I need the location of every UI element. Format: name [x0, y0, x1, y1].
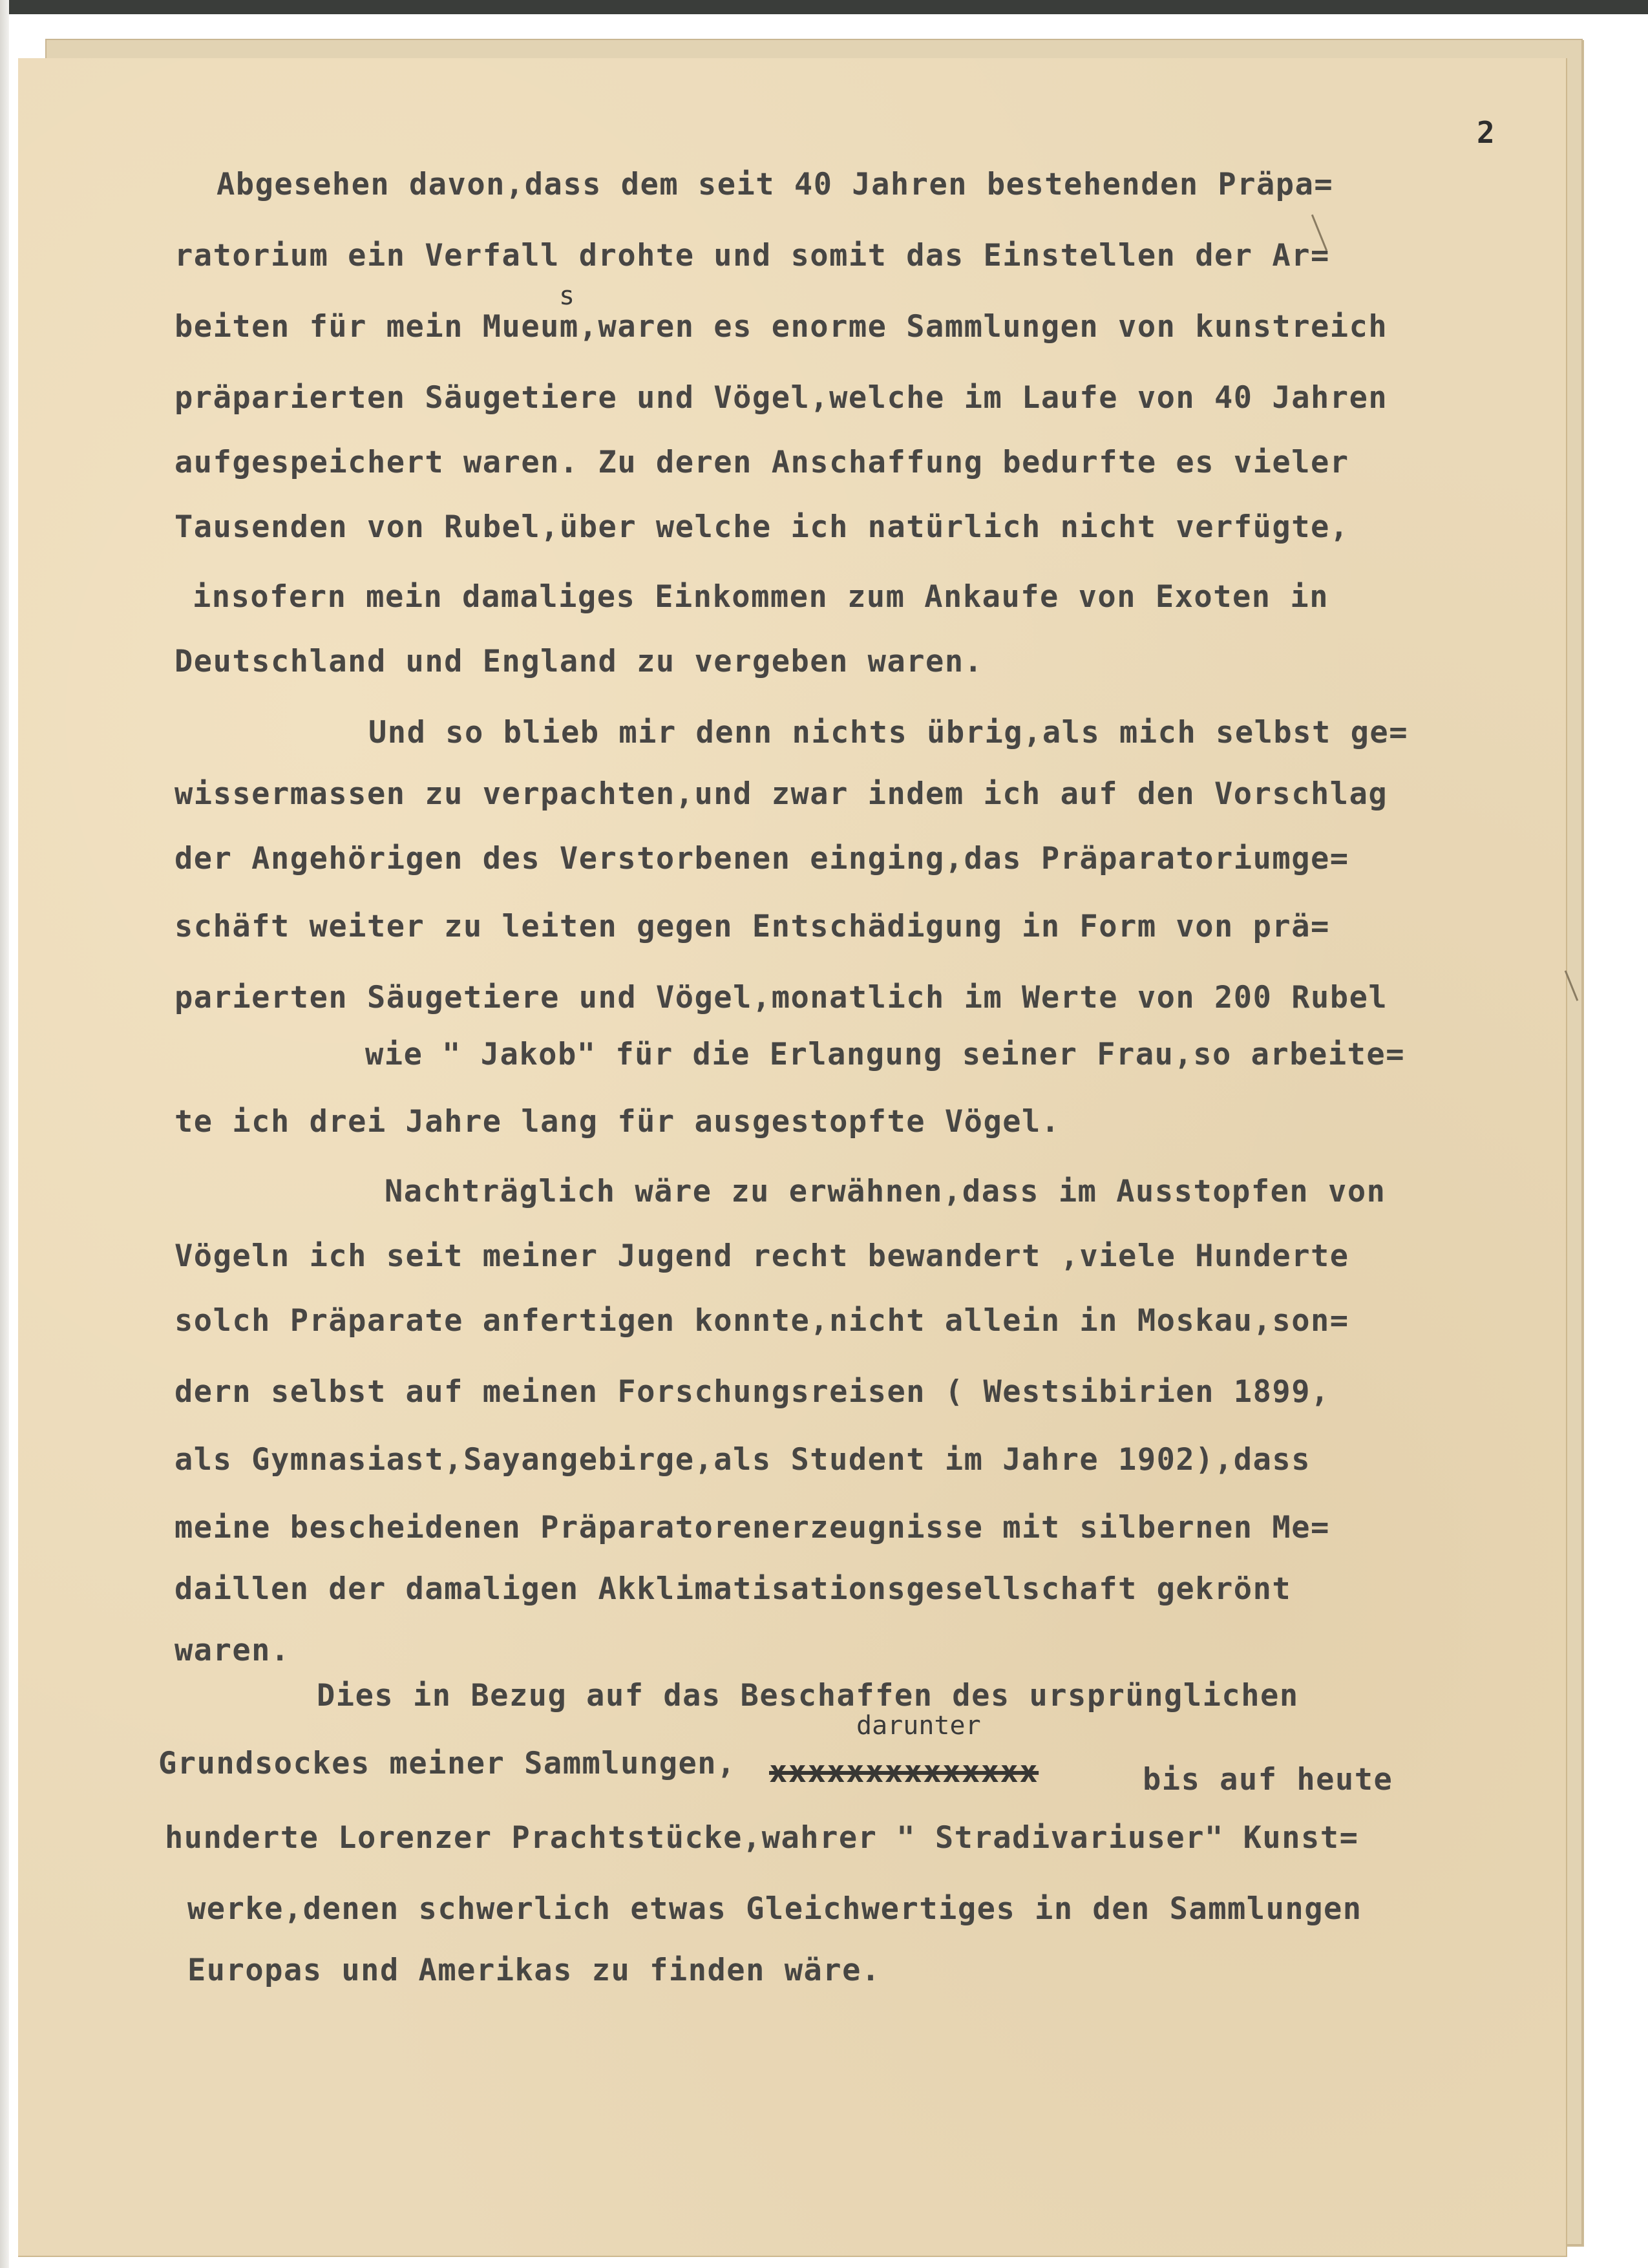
page-number: 2: [1477, 115, 1495, 150]
text-line: Und so blieb mir denn nichts übrig,als mich selbst ge=: [368, 715, 1409, 750]
text-line: parierten Säugetiere und Vögel,monatlich im Werte von 200 Rubel: [174, 980, 1388, 1015]
text-line: Abgesehen davon,dass dem seit 40 Jahren bestehenden Präpa=: [217, 167, 1334, 202]
text-line: meine bescheidenen Präparatorenerzeugnisse mit silbernen Me=: [174, 1510, 1330, 1545]
text-line: Grundsockes meiner Sammlungen,: [158, 1746, 736, 1781]
text-line: bis auf heute: [1143, 1762, 1393, 1797]
handwritten-insert-s: s: [559, 281, 575, 311]
scan-edge-left: [0, 0, 9, 2268]
text-line: Nachträglich wäre zu erwähnen,dass im Ausstopfen von: [385, 1174, 1386, 1209]
text-line: ratorium ein Verfall drohte und somit das Einstellen der Ar=: [174, 238, 1330, 273]
text-line: solch Präparate anfertigen konnte,nicht allein in Moskau,son=: [174, 1303, 1349, 1339]
text-line: Deutschland und England zu vergeben waren.: [174, 644, 984, 679]
text-line: Tausenden von Rubel,über welche ich natürlich nicht verfügte,: [174, 509, 1349, 545]
text-line: Vögeln ich seit meiner Jugend recht bewandert ,viele Hunderte: [174, 1238, 1349, 1274]
text-line: Europas und Amerikas zu finden wäre.: [187, 1953, 881, 1988]
text-line: wissermassen zu verpachten,und zwar indem ich auf den Vorschlag: [174, 776, 1388, 812]
text-line: te ich drei Jahre lang für ausgestopfte Vögel.: [174, 1104, 1061, 1139]
text-line: aufgespeichert waren. Zu deren Anschaffung bedurfte es vieler: [174, 445, 1349, 480]
text-line: wie " Jakob" für die Erlangung seiner Frau,so arbeite=: [365, 1037, 1406, 1072]
text-line: hunderte Lorenzer Prachtstücke,wahrer " Stradivariuser" Kunst=: [165, 1820, 1359, 1856]
text-line: waren.: [174, 1633, 290, 1668]
text-line: schäft weiter zu leiten gegen Entschädigung in Form von prä=: [174, 909, 1330, 944]
struck-out-text: xxxxxxxxxxxxxx: [769, 1754, 1039, 1790]
text-line: daillen der damaligen Akklimatisationsgesellschaft gekrönt: [174, 1571, 1292, 1607]
scan-edge: [0, 0, 1648, 14]
text-line: als Gymnasiast,Sayangebirge,als Student im Jahre 1902),dass: [174, 1442, 1311, 1478]
text-line: Dies in Bezug auf das Beschaffen des ursprünglichen: [317, 1678, 1299, 1713]
text-line: beiten für mein Mueum,waren es enorme Sammlungen von kunstreich: [174, 309, 1388, 344]
text-line: insofern mein damaliges Einkommen zum Ankaufe von Exoten in: [193, 579, 1329, 615]
text-line: werke,denen schwerlich etwas Gleichwertiges in den Sammlungen: [187, 1891, 1362, 1927]
text-line: dern selbst auf meinen Forschungsreisen ( Westsibirien 1899,: [174, 1374, 1330, 1410]
text-line: präparierten Säugetiere und Vögel,welche im Laufe von 40 Jahren: [174, 380, 1388, 416]
text-line: der Angehörigen des Verstorbenen einging,das Präparatoriumge=: [174, 841, 1349, 876]
handwritten-insert-darunter: darunter: [856, 1711, 981, 1741]
